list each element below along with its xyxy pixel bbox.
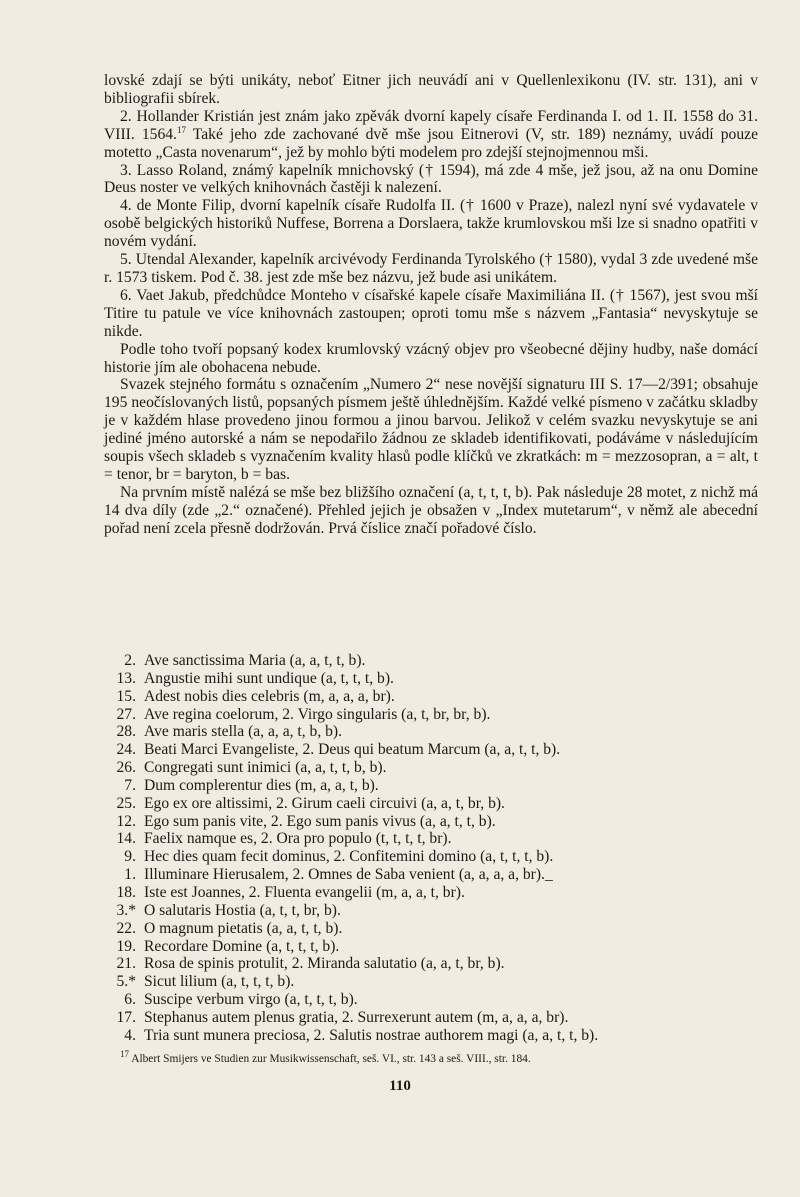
list-item <box>104 777 764 795</box>
list-item <box>104 1009 764 1027</box>
item-title: Rosa de spinis protulit, 2. Miranda salutatio (a, a, t, br, b). <box>144 955 505 973</box>
list-item <box>104 688 764 706</box>
footnote-ref: 17 <box>176 124 186 135</box>
paragraph-1: lovské zdají se býti unikáty, neboť Eitner jich neuvádí ani v Quellenlexikonu (IV. str. 131), ani v bibliografii sbírek. <box>104 72 758 107</box>
footnote-text: Albert Smijers ve Studien zur Musikwissenschaft, seš. VI., str. 143 a seš. VIII., str. 184. <box>131 1053 531 1065</box>
item-number: 1. <box>124 866 136 884</box>
item-title: O magnum pietatis (a, a, t, t, b). <box>144 919 343 937</box>
item-number: 13. <box>116 669 136 687</box>
item-number: 21. <box>116 955 136 973</box>
list-item <box>104 902 764 920</box>
paragraph-5: 5. Utendal Alexander, kapelník arcivévody Ferdinanda Tyrolského († 1580), vydal 3 zde uvedené mše r. 1573 tiskem. Pod č. 38. jest zde mše bez názvu, jež bude asi unikátem. <box>104 251 758 286</box>
item-title: Ave regina coelorum, 2. Virgo singularis (a, t, br, br, b). <box>144 705 491 723</box>
footnote-marker: 17 <box>120 1049 129 1060</box>
item-number: 14. <box>116 830 136 848</box>
list-item <box>104 813 764 831</box>
item-number: 2. <box>124 652 136 669</box>
footnote <box>120 1049 760 1066</box>
list-item <box>104 759 764 777</box>
list-item <box>104 1027 764 1045</box>
item-number: 25. <box>116 794 136 812</box>
paragraph-4: 4. de Monte Filip, dvorní kapelník císaře Rudolfa II. († 1600 v Praze), nalezl nyní své vydavatele v osobě belgických historiků Nuffese, Borrena a Dorslaera, takže krumlovskou mši lze si snadno opatřiti v novém vydání. <box>104 197 758 251</box>
paragraph-6: 6. Vaet Jakub, předchůdce Monteho v císařské kapele císaře Maximiliána II. († 1567), jest svou mší Titire tu patule ve více knihovnách zastoupen; oproti tomu mše s názvem „Fantasia“ nevyskytuje se nikde. <box>104 286 758 340</box>
item-title: Adest nobis dies celebris (m, a, a, a, br). <box>144 687 395 705</box>
list-item <box>104 973 764 991</box>
page-number: 110 <box>389 1078 411 1094</box>
paragraph-7: Podle toho tvoří popsaný kodex krumlovský vzácný objev pro všeobecné dějiny hudby, naše domácí historie jím ale obohacena nebude. <box>104 340 758 376</box>
item-title: Angustie mihi sunt undique (a, t, t, t, b). <box>144 669 394 687</box>
item-number: 7. <box>124 776 136 794</box>
motet-list <box>104 652 764 1045</box>
item-title: Beati Marci Evangeliste, 2. Deus qui beatum Marcum (a, a, t, t, b). <box>144 741 561 759</box>
list-item <box>104 866 764 884</box>
paragraph-2-text: 2. Hollander Kristián jest znám jako zpěvák dvorní kapely císaře Ferdinanda I. od 1. II. 1558 do 31. VIII. 1564. <box>104 107 758 143</box>
item-title: Recordare Domine (a, t, t, t, b). <box>144 937 340 955</box>
list-item <box>104 848 764 866</box>
item-title: Faelix namque es, 2. Ora pro populo (t, t, t, t, br). <box>144 830 452 848</box>
list-item <box>104 938 764 956</box>
item-title: Ego sum panis vite, 2. Ego sum panis vivus (a, a, t, t, b). <box>144 812 496 830</box>
item-title: Ave maris stella (a, a, a, t, b, b). <box>144 723 343 741</box>
list-item <box>104 884 764 902</box>
item-number: 17. <box>116 1008 136 1026</box>
item-number: 24. <box>116 741 136 759</box>
paragraph-2-tail: Také jeho zde zachované dvě mše jsou Eitnerovi (V, str. 189) neznámy, uvádí pouze motetto „Casta novenarum“, jež by mohlo býti modelem pro zdejší stejnojmennou mši. <box>104 125 758 161</box>
item-number: 5.* <box>116 973 136 991</box>
item-title: Tria sunt munera preciosa, 2. Salutis nostrae authorem magi (a, a, t, t, b). <box>144 1026 599 1044</box>
list-item <box>104 706 764 724</box>
list-item <box>104 652 764 670</box>
item-title: Ego ex ore altissimi, 2. Girum caeli circuivi (a, a, t, br, b). <box>144 794 505 812</box>
list-item <box>104 670 764 688</box>
paragraph-9: Na prvním místě nalézá se mše bez bližšího označení (a, t, t, t, b). Pak následuje 28 motet, z nichž má 14 dva díly (zde „2.“ označené). Přehled jejich je obsažen v „Index mutetarum“, v němž ale abecední pořad není zcela přesně dodržován. Prvá číslice značí pořadové číslo. <box>104 483 758 537</box>
item-title: Sicut lilium (a, t, t, t, b). <box>144 973 295 991</box>
item-title: O salutaris Hostia (a, t, t, br, b). <box>144 901 341 919</box>
list-item <box>104 955 764 973</box>
item-number: 9. <box>124 848 136 866</box>
item-title: Dum complerentur dies (m, a, a, t, b). <box>144 776 379 794</box>
item-title: Iste est Joannes, 2. Fluenta evangelii (m, a, a, t, br). <box>144 883 465 901</box>
item-title: Ave sanctissima Maria (a, a, t, t, b). <box>144 652 366 669</box>
list-item <box>104 920 764 938</box>
item-number: 22. <box>116 919 136 937</box>
paragraph-3: 3. Lasso Roland, známý kapelník mnichovský († 1594), má zde 4 mše, jež jsou, až na onu Domine Deus noster ve velkých knihovnách častěji k nalezení. <box>104 161 758 197</box>
item-number: 3.* <box>116 901 136 919</box>
item-number: 18. <box>116 883 136 901</box>
item-title: Illuminare Hierusalem, 2. Omnes de Saba venient (a, a, a, a, br)._ <box>144 866 553 884</box>
list-item <box>104 830 764 848</box>
item-number: 15. <box>116 687 136 705</box>
list-item <box>104 991 764 1009</box>
item-number: 6. <box>124 991 136 1009</box>
paragraph-2 <box>104 108 758 162</box>
item-number: 28. <box>116 723 136 741</box>
list-item <box>104 741 764 759</box>
item-number: 26. <box>116 759 136 777</box>
list-item <box>104 795 764 813</box>
body-text <box>104 72 758 538</box>
item-number: 19. <box>116 937 136 955</box>
item-number: 4. <box>124 1026 136 1044</box>
list-item <box>104 723 764 741</box>
item-title: Congregati sunt inimici (a, a, t, t, b, b). <box>144 759 387 777</box>
item-title: Hec dies quam fecit dominus, 2. Confitemini domino (a, t, t, t, b). <box>144 848 554 866</box>
item-number: 27. <box>116 705 136 723</box>
paragraph-8: Svazek stejného formátu s označením „Numero 2“ nese novější signaturu III S. 17—2/391; obsahuje 195 neočíslovaných listů, popsaných písmem ještě úhlednějším. Každé velké písmeno v začátku skladby je v každém hlase provedeno jinou formou a jinou barvou. Jelikož v celém svazku nevyskytuje se ani jediné jméno autorské a nám se nepodařilo žádnou ze skladeb identifikovati, podáváme v následujícím soupis všech skladeb s vyznačením kvality hlasů podle klíčků ve zkratkách: m = mezzosopran, a = alt, t = tenor, br = baryton, b = bas. <box>104 376 758 483</box>
item-title: Stephanus autem plenus gratia, 2. Surrexerunt autem (m, a, a, a, br). <box>144 1008 569 1026</box>
item-title: Suscipe verbum virgo (a, t, t, t, b). <box>144 991 358 1009</box>
item-number: 12. <box>116 812 136 830</box>
